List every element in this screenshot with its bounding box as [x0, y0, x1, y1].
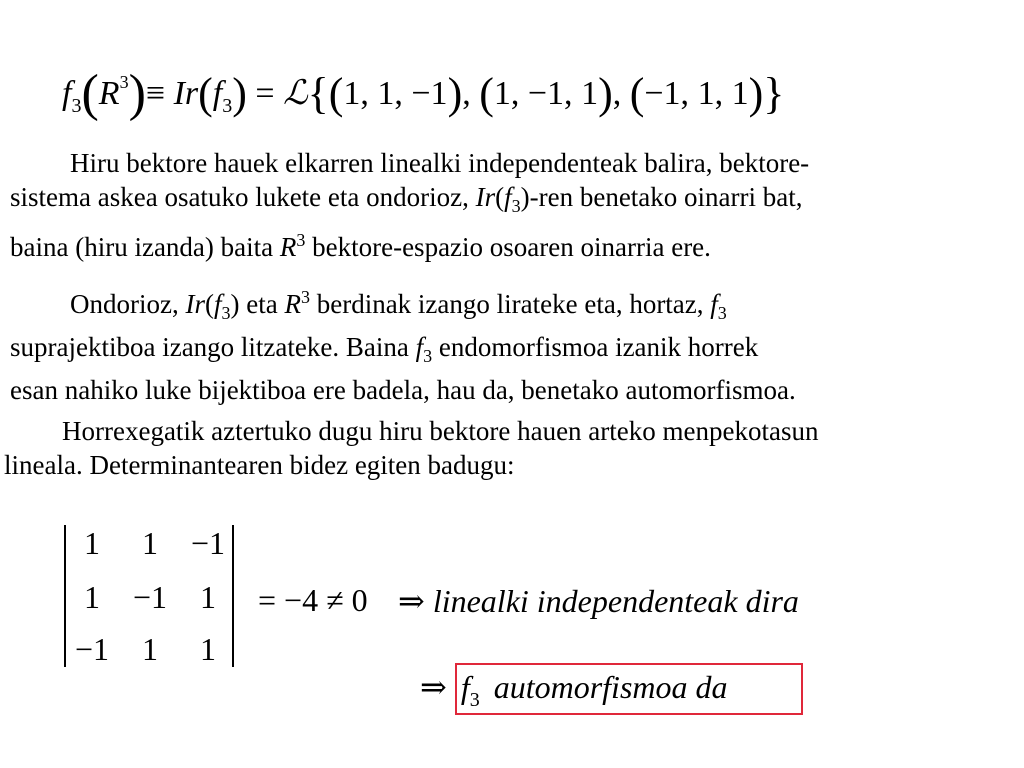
vector-3-a: −1, [644, 75, 690, 112]
paragraph-1 [10, 146, 1020, 264]
p2-f2: f [710, 289, 718, 319]
vector-2-open: ( [479, 69, 494, 118]
vector-3-b: 1, [697, 75, 724, 112]
p2-line-2-text-a: suprajektiboa izango litzateke. Baina [10, 332, 416, 362]
p1-line-2-text-b: )-ren benetako oinarri bat, [520, 182, 803, 212]
p2-line-1-text-a: Ondorioz, [70, 289, 186, 319]
p1-R-superscript: 3 [296, 230, 306, 250]
formula-Ir: Ir [173, 75, 199, 112]
formula-brace-close: } [763, 69, 785, 118]
vector-2-b: −1, [527, 75, 573, 112]
formula-R-superscript: 3 [119, 72, 129, 92]
det-cell-3-2: 1 [142, 631, 158, 667]
mapping-formula: $f_3(R^3)\equiv Ir(f_3)$ = ℒ{(1, 1, −1), (1, −1, 1), (−1, 1, 1)} [62, 65, 785, 122]
p2-R: R [284, 289, 301, 319]
p1-line-2: sistema askea osatuko lukete eta ondorioz, $Ir(f_3)$-ren benetako oinarri bat, [10, 182, 803, 216]
det-cell-2-1: 1 [84, 579, 100, 615]
p2-Ir: Ir [185, 289, 205, 319]
p2-line-2-f-subscript: 3 [423, 346, 433, 366]
det-cell-2-3: 1 [200, 579, 216, 615]
p1-line-2-text-a: sistema askea osatuko lukete eta ondorioz, [10, 182, 476, 212]
conclusion-automorphism [420, 668, 728, 712]
p2-line-1-text-b: ) eta [230, 289, 285, 319]
p2-line-2 [10, 330, 1020, 373]
formula-f-subscript: 3 [71, 95, 82, 117]
conclusion-independent-text: linealki independenteak dira [432, 583, 799, 619]
p1-f-subscript: 3 [511, 196, 521, 216]
p2-f-subscript: 3 [221, 303, 231, 323]
p1-line-3-text-b: bektore-espazio osoaren oinarria ere. [305, 232, 711, 262]
conclusion-automorphism-text: automorfismoa da [493, 669, 728, 705]
formula-brace-open: { [307, 69, 329, 118]
p1-line-3-text-a: baina (hiru izanda) baita [10, 232, 280, 262]
p2-line-3: esan nahiko luke bijektiboa ere badela, hau da, benetako automorfismoa. [10, 375, 796, 405]
vector-1-c: −1 [411, 75, 448, 112]
vector-1-open: ( [328, 69, 344, 118]
p1-line-3 [10, 223, 1020, 264]
conclusion-independent [398, 582, 799, 620]
det-cell-3-1: −1 [74, 631, 110, 667]
implies-arrow-icon-2: ⇒ [420, 669, 447, 705]
vector-1-b: 1, [377, 75, 403, 112]
vector-2-close: ) [598, 69, 613, 118]
formula-f2-subscript: 3 [222, 95, 233, 117]
conclusion-f: f [460, 669, 470, 705]
determinant [60, 525, 240, 667]
formula-paren-open-2: ( [198, 69, 213, 118]
p2-f: f [213, 289, 222, 319]
det-cell-1-3: −1 [190, 525, 226, 561]
vector-2-a: 1, [493, 75, 520, 112]
paragraph-2 [10, 280, 1020, 407]
vector-3-open: ( [629, 69, 645, 118]
formula-equals: = [255, 75, 275, 112]
conclusion-f-subscript: 3 [469, 689, 480, 711]
formula-equiv: ≡ [145, 75, 166, 112]
formula-paren-close: ) [128, 65, 146, 122]
p2-line-2-f: f [415, 332, 424, 362]
det-cell-1-1: 1 [84, 525, 100, 561]
p1-R: R [279, 232, 297, 262]
vector-3-c: 1 [731, 75, 749, 112]
formula-paren-close-2: ) [232, 69, 247, 118]
vector-1-a: 1, [343, 75, 369, 112]
paragraph-3 [4, 414, 1020, 482]
formula-span-L: ℒ [283, 75, 308, 112]
p1-line-1: Hiru bektore hauek elkarren linealki independenteak balira, bektore- [70, 148, 810, 178]
p3-line-2: lineala. Determinantearen bidez egiten badugu: [4, 450, 515, 480]
formula-paren-open: ( [81, 65, 99, 122]
vector-2-c: 1 [581, 75, 599, 112]
p1-f: f [504, 182, 512, 212]
p2-line-2-text-b: endomorfismoa izanik horrek [432, 332, 759, 362]
det-cell-1-2: 1 [142, 525, 158, 561]
vector-3-close: ) [748, 69, 764, 118]
p2-line-1: Ondorioz, $Ir(f_3)$ eta $R^3$ berdinak izango lirateke eta, hortaz, $f_3$ [70, 287, 727, 323]
p3-line-1: Horrexegatik aztertuko dugu hiru bektore hauen arteko menpekotasun [62, 416, 819, 446]
p2-f2-subscript: 3 [717, 303, 727, 323]
formula-f: f [62, 75, 72, 112]
p2-R-superscript: 3 [300, 287, 310, 307]
formula-R: R [98, 75, 120, 112]
det-cell-3-3: 1 [200, 631, 216, 667]
implies-arrow-icon: ⇒ [398, 583, 425, 619]
formula-f2: f [212, 75, 223, 112]
p1-Ir: Ir [475, 182, 496, 212]
determinant-result: = −4 ≠ 0 [258, 582, 368, 618]
p2-line-1-text-c: berdinak izango lirateke eta, hortaz, [309, 289, 711, 319]
det-cell-2-2: −1 [132, 579, 168, 615]
vector-1-close: ) [447, 69, 463, 118]
